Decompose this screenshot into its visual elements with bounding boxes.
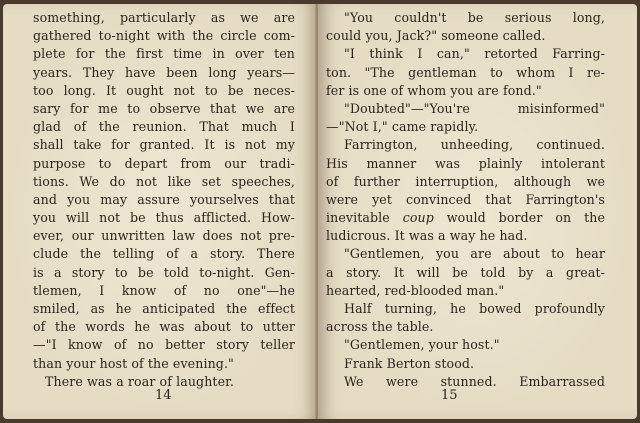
text-line: too long. It ought not to be neces-	[33, 82, 295, 98]
text-line: could you, Jack?" someone called.	[326, 28, 546, 44]
text-line: There was a roar of laughter.	[45, 373, 234, 389]
text-line: shall take for granted. It is not my	[33, 137, 295, 153]
right-page-text	[326, 9, 605, 391]
text-line: a story. It will be told by a great-	[326, 264, 605, 280]
text-line: years. They have been long years—	[33, 64, 295, 80]
text-line: inevitable coup would border on the	[326, 210, 606, 226]
text-line: than your host of the evening."	[33, 355, 234, 371]
text-line: plete for the first time in over ten	[33, 46, 295, 62]
text-line: you will not be thus afflicted. How-	[33, 210, 295, 226]
right-page	[318, 4, 637, 419]
text-line: We were stunned. Embarrassed	[344, 373, 605, 389]
text-line: fer is one of whom you are fond."	[326, 82, 542, 98]
text-line: is a story to be told to-night. Gen-	[33, 264, 295, 280]
text-line: Farrington, unheeding, continued.	[344, 137, 605, 153]
left-page-text	[33, 9, 295, 391]
text-line: "You couldn't be serious long,	[344, 10, 605, 25]
text-line: were yet convinced that Farrington's	[326, 191, 605, 207]
page-number: 14	[155, 388, 172, 403]
text-line: ever, our unwritten law does not pre-	[33, 228, 295, 244]
text-line: ludicrous. It was a way he had.	[326, 228, 528, 244]
text-line: —"I know of no better story teller	[33, 337, 295, 353]
text-line: "Gentlemen, you are about to hear	[344, 246, 605, 262]
text-line: —"Not I," came rapidly.	[326, 119, 479, 135]
text-line: smiled, as he anticipated the effect	[33, 301, 295, 316]
text-line: gathered to-night with the circle com-	[33, 28, 295, 44]
text-line: "Doubted"—"You're misinformed"	[344, 100, 605, 116]
text-line: and you may assure yourselves that	[33, 191, 295, 207]
text-line: sary for me to observe that we are	[33, 100, 295, 116]
text-line: across the table.	[326, 319, 434, 335]
text-line: purpose to depart from our tradi-	[33, 155, 295, 171]
text-line: tlemen, I know of no one"—he	[33, 282, 295, 298]
left-page	[3, 4, 317, 419]
text-line: "I think I can," retorted Farring-	[344, 46, 605, 62]
page-number: 15	[441, 388, 458, 403]
text-line: clude the telling of a story. There	[33, 246, 295, 262]
text-line: of further interruption, although we	[326, 173, 605, 189]
text-line: Half turning, he bowed profoundly	[344, 301, 605, 316]
text-line: ton. "The gentleman to whom I re-	[326, 64, 605, 80]
text-line: His manner was plainly intolerant	[326, 155, 605, 171]
text-line: Frank Berton stood.	[344, 355, 475, 371]
text-line: glad of the reunion. That much I	[33, 119, 295, 135]
text-line: of the words he was about to utter	[33, 319, 295, 335]
text-line: "Gentlemen, your host."	[344, 337, 500, 353]
text-line: tions. We do not like set speeches,	[33, 173, 295, 189]
text-line: something, particularly as we are	[33, 10, 295, 25]
text-line: hearted, red-blooded man."	[326, 282, 505, 298]
